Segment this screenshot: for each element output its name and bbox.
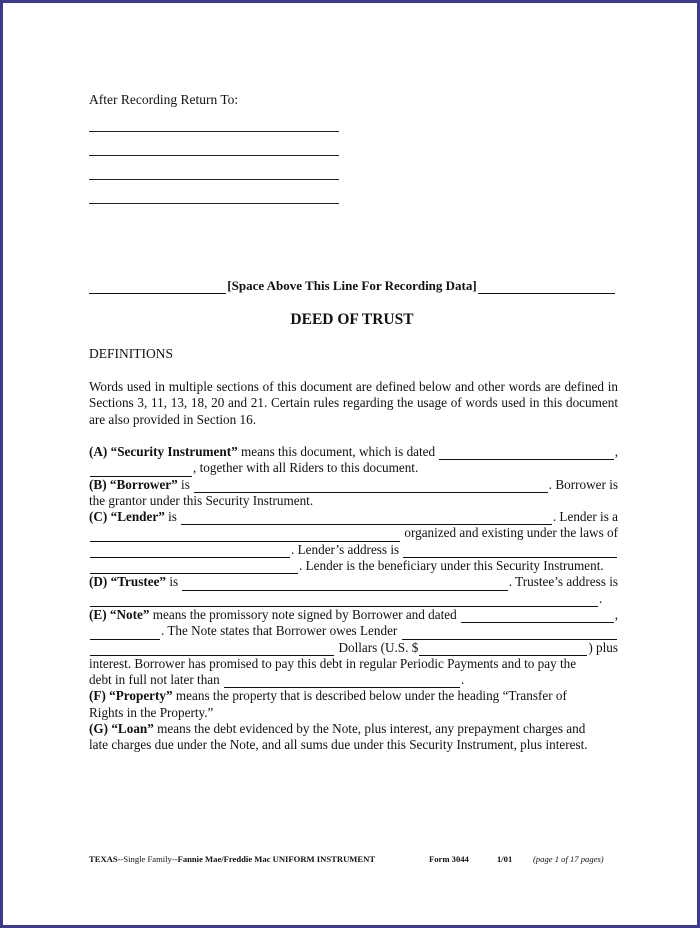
definition-d-line	[89, 591, 618, 607]
definition-g-line	[89, 721, 618, 737]
definition-text: , together with all Riders to this document.	[193, 460, 419, 476]
recording-data-label: [Space Above This Line For Recording Data]	[227, 278, 477, 293]
definitions-list	[89, 444, 618, 754]
definition-e-line	[89, 672, 618, 688]
lender-address-field[interactable]	[403, 545, 617, 558]
definition-text: is	[168, 509, 177, 525]
note-date-field[interactable]	[461, 610, 614, 623]
definition-text: ,	[614, 444, 618, 459]
intro-paragraph: Words used in multiple sections of this document are defined below and other words are defined in Sections 3, 11, 13, 18, 20 and 21. Certain rules regarding the usage of words used in this document are also provided in Section 16.	[89, 379, 618, 427]
definition-c-line	[89, 509, 618, 525]
trustee-address-field[interactable]	[90, 594, 598, 607]
definition-text: Rights in the Property.”	[89, 704, 214, 720]
definition-g-label: (G) “Loan”	[89, 721, 154, 737]
definition-e-line	[89, 640, 618, 656]
lender-address-field[interactable]	[90, 561, 298, 574]
definition-text: . Borrower is	[548, 476, 618, 492]
amount-words-field[interactable]	[90, 643, 334, 656]
definition-text: means the promissory note signed by Borrower and dated	[152, 606, 457, 622]
definition-text: means the property that is described below under the heading “Transfer of	[175, 688, 567, 704]
return-to-label: After Recording Return To:	[89, 92, 239, 107]
definition-c-line	[89, 525, 618, 541]
definition-text: is	[181, 476, 190, 492]
lender-entity-type-field[interactable]	[90, 529, 400, 542]
page-footer	[89, 854, 619, 864]
lender-field[interactable]	[181, 512, 552, 525]
definition-a-line	[89, 460, 618, 476]
definition-text: .	[461, 672, 465, 688]
maturity-date-field[interactable]	[224, 675, 460, 688]
note-date-field[interactable]	[90, 627, 160, 640]
footer-state: TEXAS	[89, 854, 118, 864]
definition-c-line	[89, 542, 618, 558]
definition-text: the grantor under this Security Instrument.	[89, 492, 314, 508]
recording-data-line	[89, 278, 615, 294]
amount-dollars-field[interactable]	[419, 643, 587, 656]
definition-text: ) plus	[588, 639, 618, 655]
return-address-line[interactable]	[89, 155, 339, 156]
definition-text: . Lender’s address is	[291, 541, 400, 557]
definition-text: organized and existing under the laws of	[404, 525, 618, 541]
definition-text: .	[599, 590, 603, 606]
definition-text: . Trustee’s address is	[508, 574, 618, 590]
return-address-line[interactable]	[89, 131, 339, 132]
recording-rule-left	[89, 281, 226, 294]
definition-text: means this document, which is dated	[241, 444, 436, 459]
return-address-line[interactable]	[89, 179, 339, 180]
definition-text: Dollars (U.S. $	[338, 639, 419, 655]
definition-text: . The Note states that Borrower owes Lender	[161, 623, 398, 639]
definition-f-line	[89, 688, 618, 704]
footer-version: 1/01	[497, 854, 513, 864]
definition-c-line	[89, 558, 618, 574]
definition-b-label: (B) “Borrower”	[89, 476, 178, 492]
definition-a-line	[89, 444, 618, 460]
amount-words-field[interactable]	[402, 627, 617, 640]
definition-text: means the debt evidenced by the Note, plus interest, any prepayment charges and	[157, 721, 586, 737]
definition-text: interest. Borrower has promised to pay this debt in regular Periodic Payments and to pay the	[89, 655, 577, 671]
lender-jurisdiction-field[interactable]	[90, 545, 290, 558]
definition-f-label: (F) “Property”	[89, 688, 173, 704]
definition-c-label: (C) “Lender”	[89, 509, 165, 525]
footer-family: --Single Family--	[117, 854, 178, 864]
definition-g-line	[89, 737, 618, 753]
document-title: DEED OF TRUST	[290, 311, 414, 328]
date-field[interactable]	[90, 464, 192, 477]
definition-text: late charges due under the Note, and all sums due under this Security Instrument, plus interest.	[89, 737, 588, 753]
definition-text: debt in full not later than	[89, 672, 220, 688]
definition-e-label: (E) “Note”	[89, 606, 150, 622]
date-field[interactable]	[439, 447, 613, 460]
definition-d-label: (D) “Trustee”	[89, 574, 167, 590]
definition-f-line	[89, 705, 618, 721]
definition-text: . Lender is the beneficiary under this Security Instrument.	[299, 558, 604, 574]
definition-text: . Lender is a	[552, 509, 618, 525]
definition-a-label: (A) “Security Instrument”	[89, 444, 238, 459]
definition-e-line	[89, 623, 618, 639]
footer-instrument	[89, 854, 429, 864]
definition-e-line	[89, 656, 618, 672]
definition-text: is	[169, 574, 179, 590]
definition-text: ,	[614, 606, 618, 622]
definition-d-line	[89, 574, 618, 590]
borrower-field[interactable]	[194, 480, 548, 493]
footer-form-number: Form 3044	[429, 854, 469, 864]
definition-e-line	[89, 607, 618, 623]
footer-instrument-name: Fannie Mae/Freddie Mac UNIFORM INSTRUMENT	[177, 854, 376, 864]
trustee-field[interactable]	[182, 578, 507, 591]
return-address-line[interactable]	[89, 203, 339, 204]
section-heading: DEFINITIONS	[89, 346, 173, 361]
definition-b-line	[89, 477, 618, 493]
recording-rule-right	[478, 281, 615, 294]
footer-page-count: (page 1 of 17 pages)	[533, 854, 604, 864]
definition-b-line	[89, 493, 618, 509]
